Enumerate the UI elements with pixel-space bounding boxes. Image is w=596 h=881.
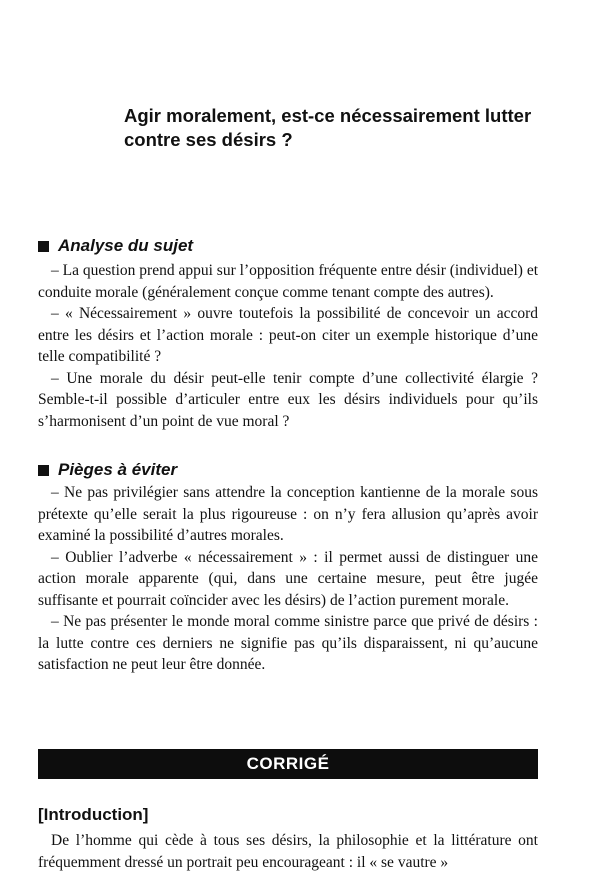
pieges-paragraph: – Ne pas présenter le monde moral comme sinistre parce que privé de désirs : la lutte contre ces derniers ne signifie pas qu’ils disparaissent, ni qu’aucune satisfaction ne peut leur être donnée. xyxy=(38,613,538,673)
pieges-paragraph: – Ne pas privilégier sans attendre la conception kantienne de la morale sous prétexte qu’elle serait la plus rigoureuse : on n’y fera allusion qu’après avoir examiné la possibilité d’autres morales. xyxy=(38,484,538,544)
pieges-heading-label: Pièges à éviter xyxy=(58,460,178,479)
square-bullet-icon xyxy=(38,241,49,252)
page-title: Agir moralement, est-ce nécessairement lutter contre ses désirs ? xyxy=(124,105,532,150)
pieges-paragraph: – Oublier l’adverbe « nécessairement » : il permet aussi de distinguer une action morale apparente (qui, dans une certaine mesure, peut être jugée suffisante et pourrait coïncider avec les désirs) de l’action purement morale. xyxy=(38,548,538,609)
introduction-heading: [Introduction] xyxy=(38,805,149,824)
analyse-paragraph: – Une morale du désir peut-elle tenir compte d’une collectivité élargie ? Semble-t-il possible d’articuler entre eux les désirs individuels pour qu’ils s’harmonisent d’un point de vue moral ? xyxy=(38,369,538,430)
corrige-banner: CORRIGÉ xyxy=(38,749,538,779)
pieges-heading xyxy=(38,460,177,480)
analyse-heading-label: Analyse du sujet xyxy=(58,236,194,255)
pieges-section xyxy=(38,482,538,676)
analyse-section xyxy=(38,260,538,432)
introduction-paragraph: De l’homme qui cède à tous ses désirs, la philosophie et la littérature ont fréquemment dressé un portrait peu encourageant : il « se vautre » xyxy=(38,832,538,871)
square-bullet-icon xyxy=(38,465,49,476)
analyse-heading xyxy=(38,236,193,256)
introduction-section xyxy=(38,830,538,873)
analyse-paragraph: – « Nécessairement » ouvre toutefois la possibilité de concevoir un accord entre les désirs et l’action morale : peut-on citer un exemple historique d’une telle compatibilité ? xyxy=(38,305,538,365)
analyse-paragraph: – La question prend appui sur l’opposition fréquente entre désir (individuel) et conduite morale (généralement conçue comme tenant compte des autres). xyxy=(38,262,538,301)
